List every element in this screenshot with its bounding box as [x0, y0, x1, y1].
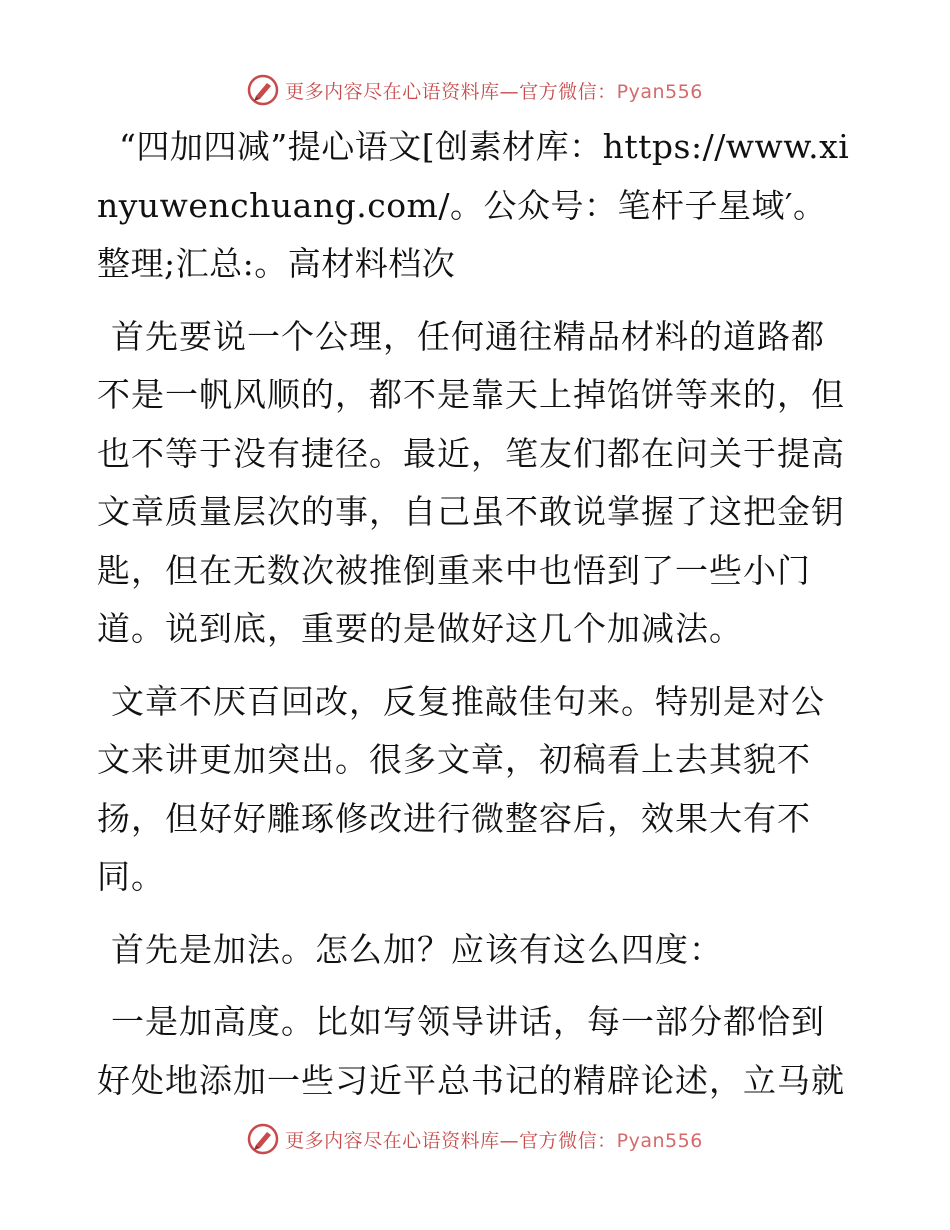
document-body [97, 118, 857, 1110]
header-watermark-banner [0, 70, 950, 110]
body-paragraph: 首先是加法。怎么加？应该有这么四度： [111, 929, 723, 969]
pen-logo-icon [247, 1123, 279, 1155]
body-paragraph: 文章不厌百回改，反复推敲佳句来。特别是对公文来讲更加突出。很多文章，初稿看上去其貌不扬，但好好雕琢修改进行微整容后，效果大有不同。 [97, 681, 825, 896]
header-banner-text: 更多内容尽在心语资料库—官方微信：Pyan556 [285, 80, 703, 103]
footer-banner-text: 更多内容尽在心语资料库—官方微信：Pyan556 [285, 1129, 703, 1152]
body-paragraph: 一是加高度。比如写领导讲话，每一部分都恰到好处地添加一些习近平总书记的精辟论述，立马就 [97, 1002, 845, 1100]
document-title-paragraph: “四加四减”提心语文[创素材库：https://www.xinyuwenchuang.com/。公众号：笔杆子星域′。整理;汇总:。高材料档次 [97, 127, 850, 283]
body-paragraph: 首先要说一个公理，任何通往精品材料的道路都不是一帆风顺的，都不是靠天上掉馅饼等来的，但也不等于没有捷径。最近，笔友们都在问关于提高文章质量层次的事，自己虽不敢说掌握了这把金钥匙，但在无数次被推倒重来中也悟到了一些小门道。说到底，重要的是做好这几个加减法。 [97, 316, 845, 648]
pen-logo-icon [247, 74, 279, 106]
footer-watermark-banner [0, 1119, 950, 1159]
